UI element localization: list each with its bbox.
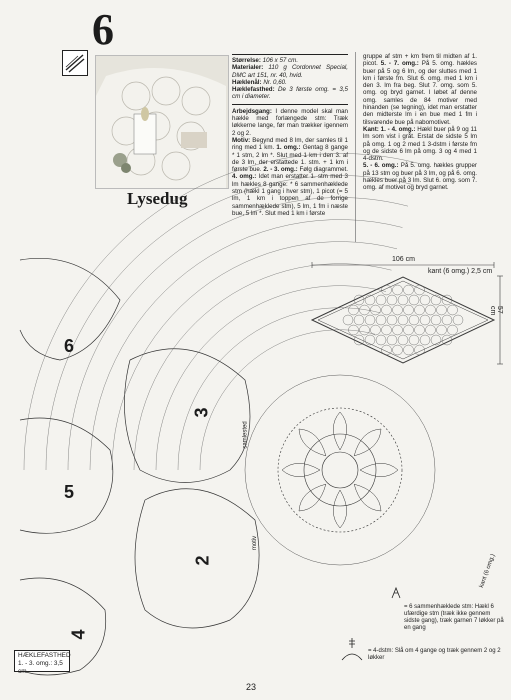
round23-label: 2. - 3. omg.:: [263, 166, 298, 174]
product-caption: Lysedug: [127, 189, 188, 208]
gauge-box-value: 1. - 3. omg.: 3,5 cm: [18, 660, 63, 675]
schematic-width-label: 106 cm: [392, 256, 415, 263]
round57-text: På 5. omg. hækles buer på 5 og 6 lm, og der sluttes med 1 km i første fm. Slut 6. omg. med 1 km i den 3. lm fra beg. Slut 7. omg. som 5. omg. og bryd garnet. I løbet af denne omg. samles de 84 motiver med hinanden (se tegning), idet man erstatter den midterste lm i en bue med 1 fm i tilsvarende bue på nabomotivet.: [363, 60, 477, 126]
pattern-number: 6: [92, 5, 113, 54]
round4-label: 4. omg.:: [232, 173, 257, 181]
page-number: 23: [246, 682, 257, 692]
gauge-value: De 3 første omg. = 3,5 cm i diameter.: [232, 86, 348, 101]
round23-text: Følg diagrammet.: [299, 166, 348, 174]
round1-text: Gentag 8 gange * 1 stm, 2 lm *. Slut med 1 km i den 3. af de 3 lm, der erstattede 1. stm. + 1 km i første bue.: [232, 144, 348, 174]
schematic-edge-label: kant (6 omg.) 2,5 cm: [428, 268, 493, 275]
col2-intro: gruppe af stm + km frem til midten af 1. picot.: [363, 53, 477, 68]
edge-label-diagram: kant (6 omg.): [478, 553, 497, 589]
edge14-text: Hækl buer på 9 og 11 lm som vist i gråt. Erstat de sidste 5 lm på omg. 1 og 2 med 1 3-dstm i første fm og de sidste 6 lm på omg. 3 og 4 med 1 4-dstm.: [363, 125, 477, 163]
hook-value: Nr. 0,60.: [263, 78, 287, 86]
schematic-height-label: 57 cm: [489, 306, 503, 316]
edge56-text: På 5. omg. hækles grupper på 13 stm og buer på 3 lm, og på 6. omg. hækles buer på 3 lm. Slut 6. omg. som 7. omg. af motivet og bryd garnet.: [363, 162, 477, 192]
size-label: Størrelse:: [232, 57, 261, 64]
round1-label: 1. omg.:: [276, 144, 301, 152]
edge14-label: Kant: 1. - 4. omg.:: [363, 125, 416, 133]
motif-number-6: 6: [64, 336, 75, 356]
edge56-label: 5. - 6. omg.:: [363, 162, 399, 170]
size-value: 106 x 57 cm.: [262, 57, 299, 64]
motif-text: Begynd med 8 lm, der samles til 1 ring med 1 km.: [232, 136, 348, 152]
round57-label: 5. - 7. omg.:: [380, 60, 419, 68]
legend-item-4-dstm: = 4-dstm: Slå om 4 gange og træk gennem 2 og 2 løkker: [368, 648, 501, 661]
work-text: I denne model skal man hækle med forlængede stm: Træk løkkerne lange, før man trækker igennem 2 og 2.: [232, 107, 348, 137]
gauge-label: Hæklefasthed:: [232, 86, 275, 94]
motif-label-diagram: motiv: [252, 535, 259, 551]
work-label: Arbejdsgang:: [232, 107, 272, 115]
motif-number-2: 2: [192, 555, 213, 566]
round4-text: Idet man erstatter 1. stm med 3 lm hækles 8 gange: * 6 sammenhæklede stm (hækl 1 gang i hver stm), 1 picot (= 5 lm, 1 km i toppen af de forrige sammenhæklede stm), 5 lm, 1 fm i næste bue, 5 lm *. Slut med 1 km i første: [232, 173, 348, 217]
samlested-label: samlested: [242, 421, 249, 449]
motif-number-3: 3: [191, 407, 212, 418]
motif-number-4: 4: [68, 629, 89, 640]
motif-number-5: 5: [64, 482, 75, 502]
materials-label: Materialer:: [232, 64, 264, 72]
gauge-box-title: HÆKLEFASTHED: [18, 652, 71, 659]
motif-label: Motiv:: [232, 136, 251, 144]
gauge-box: [14, 650, 71, 675]
materials-value: 110 g Cordonnet Special, DMC art 151, nr. 40, hvid.: [232, 64, 348, 79]
hook-label: Hæklenål:: [232, 78, 262, 86]
legend-item-6-stitch: = 6 sammenhæklede stm: Hækl 6 ufærdige stm (træk ikke gennem sidste gang), træk garnen 7 løkker på en gang: [404, 604, 504, 631]
